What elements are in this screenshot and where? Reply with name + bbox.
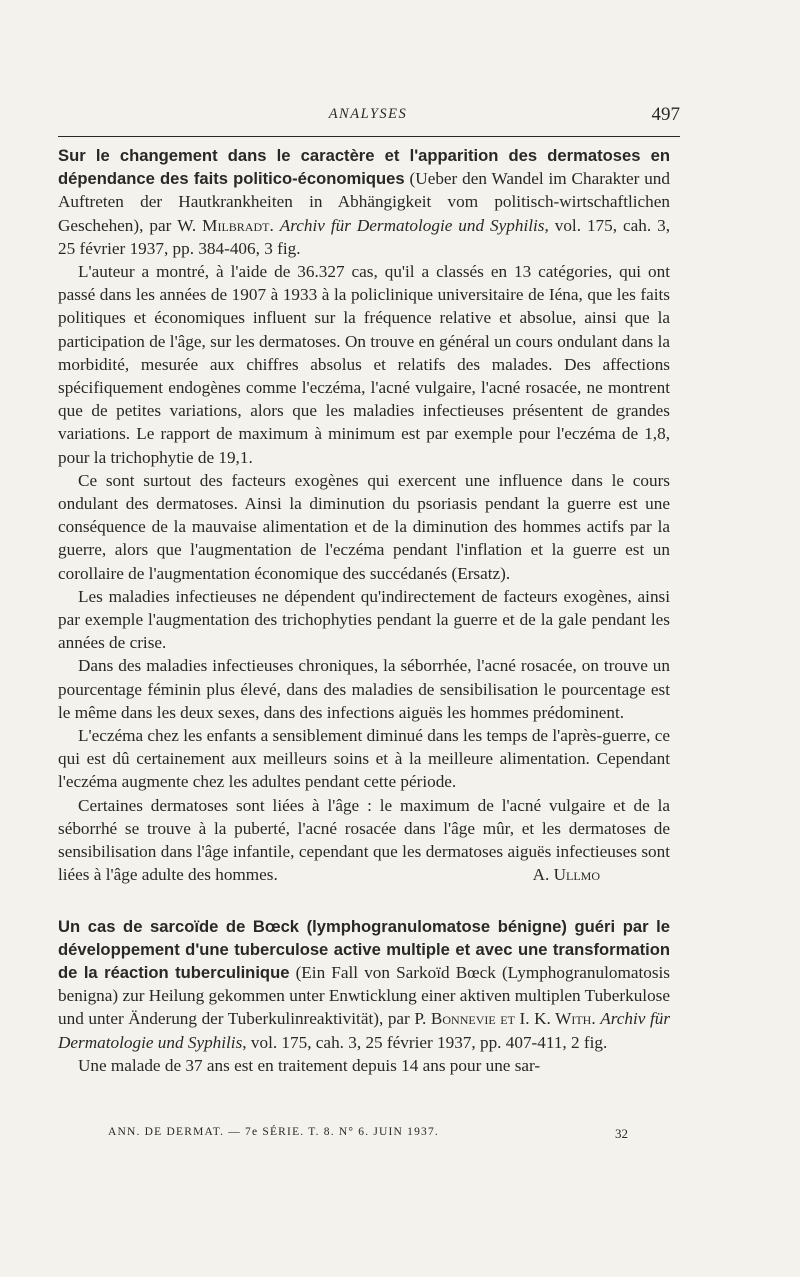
article1-details: , vol. 175, cah. 3, 25 février 1937, pp. 384-406, 3 fig. xyxy=(58,215,670,258)
article1-paragraph: Dans des maladies infectieuses chroniques, la séborrhée, l'acné rosacée, on trouve un pourcentage féminin plus élevé, dans des maladies de sensibilisation le pourcentage est le même dans les deux sexes, dans des infections aiguës les hommes prédominent. xyxy=(58,656,670,722)
article1-paragraph: L'auteur a montré, à l'aide de 36.327 cas, qu'il a classés en 13 catégories, qui ont passé dans les années de 1907 à 1933 à la policlinique universitaire de Iéna, que les faits politiques et économiques influent sur la fréquence relative et absolue, ainsi que la participation de l'âge, sur les dermatoses. On trouve en général un cours ondulant dans la morbidité, mesurée aux chiffres absolus et relatifs des malades. Des affections spécifiquement endogènes comme l'eczéma, l'acné vulgaire, l'acné rosacée, ne montrent que de petites variations, alors que les maladies infectieuses présentent de grandes variations. Le rapport de maximum à minimum est par exemple pour l'eczéma de 1,8, pour la trichophytie de 19,1. xyxy=(58,262,670,467)
page-number: 497 xyxy=(651,104,680,125)
article1-signature: A. Ullmo xyxy=(532,865,600,885)
article1-paragraph: Ce sont surtout des facteurs exogènes qui exercent une influence dans le cours ondulant des dermatoses. Ainsi la diminution du psoriasis pendant la guerre est une conséquence de la mauvaise alimentation et de la diminution des hommes actifs par la guerre, alors que l'augmentation de l'eczéma pendant l'inflation et la guerre est un corollaire de l'augmentation économique des succédanés (Ersatz). xyxy=(58,470,670,583)
article1-paragraph: Certaines dermatoses sont liées à l'âge : le maximum de l'acné vulgaire et de la séborrhé se trouve à la puberté, l'acné rosacée dans l'âge mûr, et les dermatoses de sensibilisation dans l'âge infantile, cependant que les dermatoses aiguës infectieuses sont liées à l'âge adulte des hommes. xyxy=(58,795,670,885)
article2-paragraph: Une malade de 37 ans est en traitement depuis 14 ans pour une sar- xyxy=(78,1055,541,1075)
running-head xyxy=(56,102,680,128)
body-text xyxy=(58,144,670,1077)
article1-heading: Sur le changement dans le caractère et l'apparition des dermatoses en dépendance des faits politico-économiques (Ueber den Wandel im Charakter und Auftreten der Hautkrankheiten in Abhängigkeit vom politisch-wirtschaftlichen Geschehen), par W. Milbradt. Archiv für Dermatologie und Syphilis, vol. 175, cah. 3, 25 février 1937, pp. 384-406, 3 fig. xyxy=(58,146,670,258)
article1-paragraph: Les maladies infectieuses ne dépendent qu'indirectement de facteurs exogènes, ainsi par exemple l'augmentation des trichophyties pendant la guerre et de la gale pendant les années de crise. xyxy=(58,586,670,653)
article1-journal: Archiv für Dermatologie und Syphilis xyxy=(279,215,545,235)
footer-text: ANN. DE DERMAT. — 7e SÉRIE. T. 8. N° 6. JUIN 1937. xyxy=(108,1126,440,1138)
header-rule xyxy=(58,136,680,137)
article1-title: Sur le changement dans le caractère et l'apparition des dermatoses en dépendance des faits politico-économiques xyxy=(58,146,670,189)
running-title: ANALYSES xyxy=(328,106,408,122)
article2-german-title: (Ein Fall von Sarkoïd Bœck (Lymphogranulomatosis benigna) zur Heilung gekommen unter Enwticklung einer aktiven multiplen Tuberkulose und unter Änderung der Tuberkulinreaktivität), par xyxy=(58,962,670,1029)
article1-paragraph: L'eczéma chez les enfants a sensiblement diminué dans les temps de l'après-guerre, ce qui est dû certainement aux meilleurs soins et à la meilleure alimentation. Cependant l'eczéma augmente chez les adultes pendant cette période. xyxy=(58,726,670,792)
article2-heading: Un cas de sarcoïde de Bœck (lymphogranulomatose bénigne) guéri par le développement d'une tuberculose active multiple et avec une transformation de la réaction tuberculinique (Ein Fall von Sarkoïd Bœck (Lymphogranulomatosis benigna) zur Heilung gekommen unter Enwticklung einer aktiven multiplen Tuberkulose und unter Änderung der Tuberkulinreaktivität), par P. Bonnevie et I. K. With. Archiv für Dermatologie und Syphilis, vol. 175, cah. 3, 25 février 1937, pp. 407-411, 2 fig. xyxy=(58,916,671,1052)
article2-authors: P. Bonnevie et I. K. With xyxy=(414,1009,592,1029)
article2-title: Un cas de sarcoïde de Bœck (lymphogranulomatose bénigne) guéri par le développement d'une tuberculose active multiple et avec une transformation de la réaction tuberculinique xyxy=(58,916,670,982)
footer-sheet-number: 32 xyxy=(615,1126,628,1141)
article1-german-title: (Ueber den Wandel im Charakter und Auftreten der Hautkrankheiten in Abhängigkeit vom politisch-wirtschaftlichen Geschehen), par xyxy=(58,169,670,235)
section-gap xyxy=(58,887,670,915)
article1-author: W. Milbradt xyxy=(177,215,270,235)
article2-journal: Archiv für Dermatologie und Syphilis xyxy=(58,1009,671,1052)
page-footer xyxy=(108,1126,628,1141)
article2-details: , vol. 175, cah. 3, 25 février 1937, pp. 407-411, 2 fig. xyxy=(242,1032,608,1052)
